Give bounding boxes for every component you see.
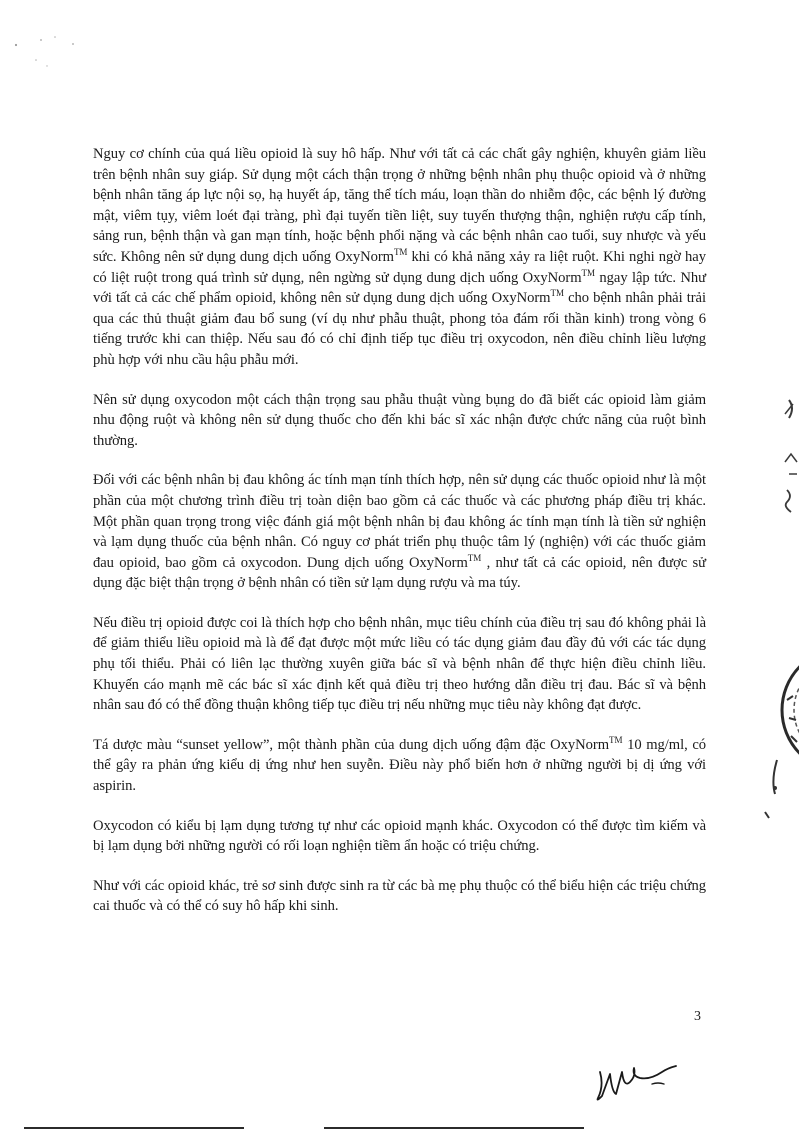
page-number: 3: [694, 1009, 701, 1024]
paragraph-abdominal-surgery: Nên sử dụng oxycodon một cách thận trọng sau phẫu thuật vùng bụng do đã biết các opioid làm giảm nhu động ruột và không nên sử dụng thuốc cho đến khi bác sĩ xác nhận được chức năng của ruột bình thường.: [93, 391, 706, 449]
paragraph-overdose-warning: Nguy cơ chính của quá liều opioid là suy hô hấp. Như với tất cả các chất gây nghiện, khuyên giảm liều trên bệnh nhân suy giáp. Sử dụng một cách thận trọng ở những bệnh nhân phụ thuộc opioid và ở những bệnh nhân tăng áp lực nội sọ, hạ huyết áp, tăng thể tích máu, loạn thần do nhiễm độc, các bệnh lý đường mật, viêm tụy, viêm loét đại tràng, phì đại tuyến tiền liệt, suy tuyến thượng thận, nghiện rượu cấp tính, sảng run, bệnh thận và gan mạn tính, hoặc bệnh phổi nặng và các bệnh nhân cao tuổi, suy nhược và yếu sức. Không nên sử dụng dung dịch uống OxyNorm™ khi có khả năng xảy ra liệt ruột. Khi nghi ngờ hay có liệt ruột trong quá trình sử dụng, nên ngừng sử dụng dung dịch uống OxyNorm™ ngay lập tức. Như với tất cả các chế phẩm opioid, không nên sử dụng dung dịch uống OxyNorm™ cho bệnh nhân phải trải qua các thủ thuật giảm đau bổ sung (ví dụ như phẫu thuật, phong tỏa đám rối thần kinh) trong vòng 6 tiếng trước khi can thiệp. Nếu sau đó có chỉ định tiếp tục điều trị oxycodon, nên điều chỉnh liều lượng phù hợp với nhu cầu hậu phẫu mới.: [93, 146, 706, 368]
document-body: [93, 144, 706, 936]
paragraph-treatment-goals: Nếu điều trị opioid được coi là thích hợp cho bệnh nhân, mục tiêu chính của điều trị sau đó không phải là để giảm thiểu liều opioid mà là để đạt được một mức liều có tác dụng giảm đau đầy đủ với các tác dụng phụ tối thiểu. Phải có liên lạc thường xuyên giữa bác sĩ và bệnh nhân để thực hiện điều chỉnh liều. Khuyến cáo mạnh mẽ các bác sĩ xác định kết quả điều trị theo hướng dẫn điều trị đau. Bác sĩ và bệnh nhân sau đó có thể đồng thuận không tiếp tục điều trị nếu những mục tiêu này không đạt được.: [93, 614, 706, 714]
trademark-mark: TM: [393, 247, 408, 258]
trademark-mark: TM: [550, 288, 564, 299]
footer-rule: [24, 1127, 584, 1130]
official-stamp-icon: [729, 640, 799, 830]
edge-stamp-fragment-icon: [759, 390, 799, 540]
paragraph-neonatal: Như với các opioid khác, trẻ sơ sinh được sinh ra từ các bà mẹ phụ thuộc có thể biểu hiện các triệu chứng cai thuốc và có thể có suy hô hấp khi sinh.: [93, 877, 706, 915]
trademark-mark: TM: [581, 267, 595, 278]
scan-speckles: [0, 0, 110, 80]
paragraph-chronic-pain: Đối với các bệnh nhân bị đau không ác tính mạn tính thích hợp, nên sử dụng các thuốc opioid như là một phần của một chương trình điều trị toàn diện bao gồm cả các thuốc và các phương pháp điều trị khác. Một phần quan trọng trong việc đánh giá một bệnh nhân bị đau không ác tính mạn tính là tiền sử nghiện và lạm dụng thuốc của bệnh nhân. Có nguy cơ phát triển phụ thuộc tâm lý (nghiện) với các thuốc giảm đau opioid, bao gồm cả oxycodon. Dung dịch uống OxyNorm™ , như tất cả các opioid, nên được sử dụng đặc biệt thận trọng ở bệnh nhân có tiền sử lạm dụng rượu và ma túy.: [93, 472, 706, 592]
trademark-mark: TM: [609, 734, 623, 745]
paragraph-sunset-yellow: Tá dược màu “sunset yellow”, một thành phần của dung dịch uống đậm đặc OxyNorm™ 10 mg/ml, có thể gây ra phản ứng kiểu dị ứng như hen suyễn. Điều này phổ biến hơn ở những người bị dị ứng với aspirin.: [93, 734, 707, 795]
paragraph-abuse-potential: Oxycodon có kiểu bị lạm dụng tương tự như các opioid mạnh khác. Oxycodon có thể được tìm kiếm và bị lạm dụng bởi những người có rối loạn nghiện tiềm ẩn hoặc có triệu chứng.: [93, 817, 706, 855]
trademark-mark: TM: [467, 552, 482, 563]
handwritten-signature-icon: [592, 1062, 682, 1104]
